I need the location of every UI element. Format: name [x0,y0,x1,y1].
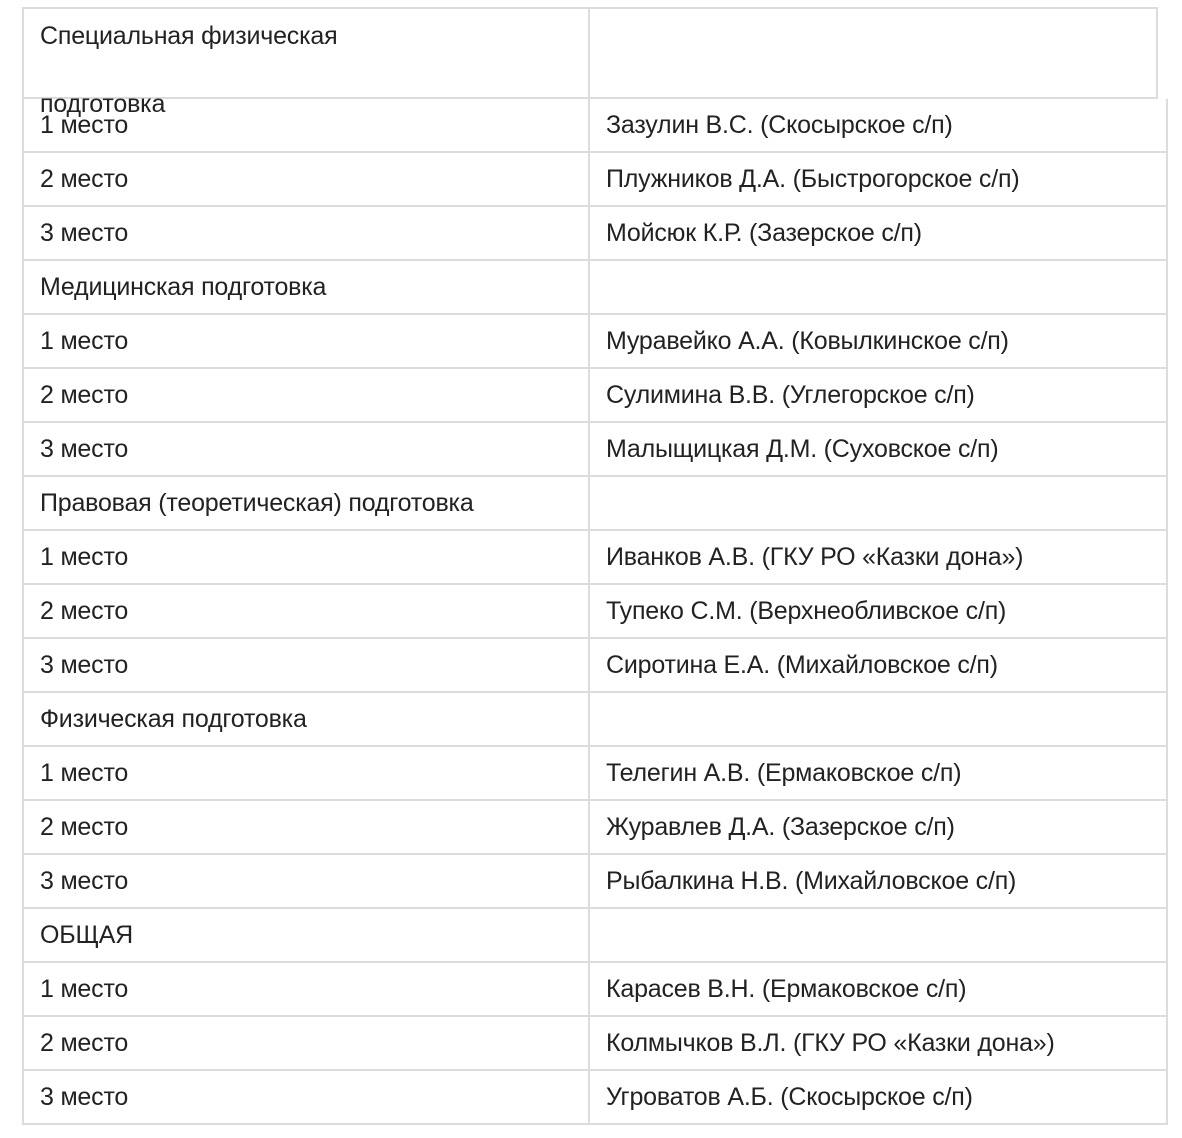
winner-cell: Плужников Д.А. (Быстрогорское с/п) [590,153,1168,207]
winner-cell: Сиротина Е.А. (Михайловское с/п) [590,639,1168,693]
table-row [22,855,1168,909]
table-row [22,801,1168,855]
winner-cell: Иванков А.В. (ГКУ РО «Казки дона») [590,531,1168,585]
place-cell: 2 место [22,1017,590,1071]
place-cell: 3 место [22,639,590,693]
section-header-empty-cell [590,7,1158,99]
place-cell: 3 место [22,1071,590,1125]
section-header-empty-cell [590,261,1168,315]
place-cell: 3 место [22,207,590,261]
section-header-row [22,477,1168,531]
section-header-empty-cell [590,909,1168,963]
winner-cell: Телегин А.В. (Ермаковское с/п) [590,747,1168,801]
table-row [22,963,1168,1017]
winner-cell: Угроватов А.Б. (Скосырское с/п) [590,1071,1168,1125]
table-row [22,99,1168,153]
winner-cell: Колмычков В.Л. (ГКУ РО «Казки дона») [590,1017,1168,1071]
section-title: ОБЩАЯ [22,909,590,963]
place-cell: 1 место [22,315,590,369]
place-cell: 1 место [22,99,590,153]
place-cell: 3 место [22,855,590,909]
section-header-empty-cell [590,693,1168,747]
place-cell: 1 место [22,531,590,585]
winner-cell: Мойсюк К.Р. (Зазерское с/п) [590,207,1168,261]
place-cell: 3 место [22,423,590,477]
section-title [22,7,590,118]
table-row [22,315,1168,369]
place-cell: 1 место [22,963,590,1017]
table-row [22,747,1168,801]
place-cell: 2 место [22,801,590,855]
table-row [22,423,1168,477]
table-row [22,369,1168,423]
section-header-row [22,909,1168,963]
section-header-row [22,693,1168,747]
section-title: Физическая подготовка [22,693,590,747]
table-row [22,153,1168,207]
place-cell: 1 место [22,747,590,801]
section-title: Медицинская подготовка [22,261,590,315]
place-cell: 2 место [22,369,590,423]
section-header-row [22,261,1168,315]
winner-cell: Карасев В.Н. (Ермаковское с/п) [590,963,1168,1017]
winner-cell: Тупеко С.М. (Верхнеобливское с/п) [590,585,1168,639]
table-row [22,1017,1168,1071]
section-header-empty-cell [590,477,1168,531]
section-title-line: Специальная физическая [40,22,338,50]
table-row [22,207,1168,261]
place-cell: 2 место [22,153,590,207]
section-title: Правовая (теоретическая) подготовка [22,477,590,531]
table-row [22,531,1168,585]
table-row [22,585,1168,639]
table-row [22,639,1168,693]
results-table [22,7,1168,1125]
table-row [22,1071,1168,1125]
section-header-row [22,7,1168,118]
place-cell: 2 место [22,585,590,639]
winner-cell: Журавлев Д.А. (Зазерское с/п) [590,801,1168,855]
section-title-line: подготовка [40,90,166,118]
winner-cell: Рыбалкина Н.В. (Михайловское с/п) [590,855,1168,909]
winner-cell: Муравейко А.А. (Ковылкинское с/п) [590,315,1168,369]
winner-cell: Сулимина В.В. (Углегорское с/п) [590,369,1168,423]
winner-cell: Зазулин В.С. (Скосырское с/п) [590,99,1168,153]
winner-cell: Малыщицкая Д.М. (Суховское с/п) [590,423,1168,477]
